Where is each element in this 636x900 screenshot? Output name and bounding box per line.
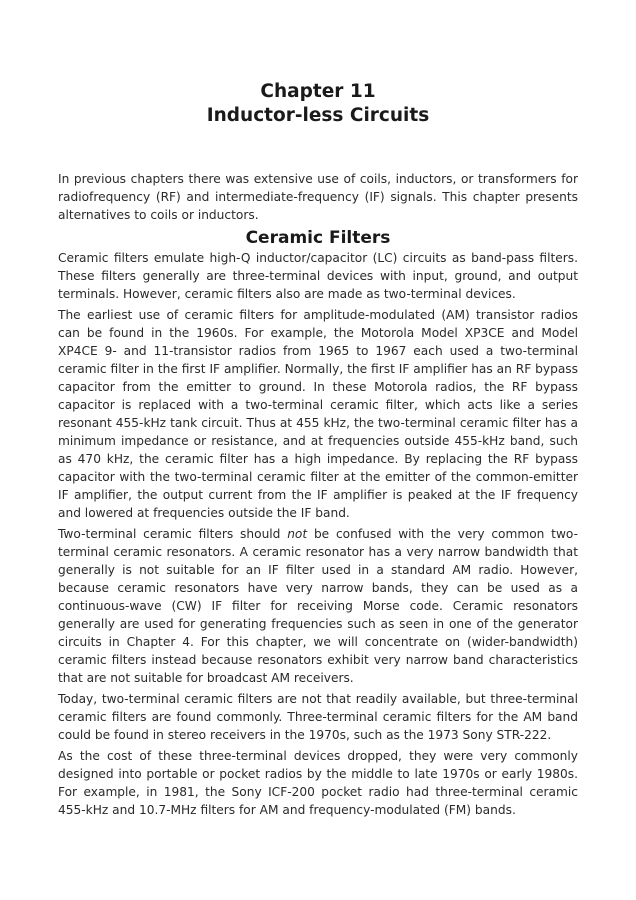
- intro-paragraph: In previous chapters there was extensive use of coils, inductors, or transformers for radiofrequency (RF) and intermediate-frequency (IF) signals. This chapter presents alternatives to coils or inductors.: [58, 172, 578, 222]
- chapter-number: Chapter 11: [260, 81, 376, 102]
- section-title: Ceramic Filters: [245, 228, 391, 248]
- paragraph-motorola-history: The earliest use of ceramic filters for amplitude-modulated (AM) transistor radios can be found in the 1960s. For example, the Motorola Model XP3CE and Model XP4CE 9- and 11-transistor radios from 1965 to 1967 each used a two-terminal ceramic filter in the first IF amplifier. Normally, the first IF amplifier has an RF bypass capacitor from the emitter to ground. In these Motorola radios, the RF bypass capacitor is replaced with a two-terminal ceramic filter, which acts like a series resonant 455-kHz tank circuit. Thus at 455 kHz, the two-terminal ceramic filter has a minimum impedance or resistance, and at frequencies outside 455-kHz band, such as 470 kHz, the ceramic filter has a high impedance. By replacing the RF bypass capacitor with the two-terminal ceramic filter at the emitter of the common-emitter IF amplifier, the output current from the IF amplifier is peaked at the IF frequency and lowered at frequencies outside the IF band.: [58, 308, 578, 520]
- chapter-heading: [58, 80, 578, 128]
- document-page: [58, 80, 578, 822]
- paragraph-pocket-radios: As the cost of these three-terminal devices dropped, they were very commonly designed into portable or pocket radios by the middle to late 1970s or early 1980s. For example, in 1981, the Sony ICF-200 pocket radio had three-terminal ceramic 455-kHz and 10.7-MHz filters for AM and frequency-modulated (FM) bands.: [58, 749, 578, 817]
- paragraph-resonators: [58, 525, 578, 687]
- chapter-title: Inductor-less Circuits: [206, 105, 430, 126]
- emphasis-not: not: [287, 527, 308, 541]
- paragraph-three-terminal: Today, two-terminal ceramic filters are not that readily available, but three-terminal ceramic filters are found commonly. Three-terminal ceramic filters for the AM band could be found in stereo receivers in the 1970s, such as the 1973 Sony STR-222.: [58, 692, 578, 742]
- paragraph-resonators-rest: be confused with the very common two-terminal ceramic resonators. A ceramic resonator has a very narrow bandwidth that generally is not suitable for an IF filter used in a standard AM radio. However, because ceramic resonators have very narrow bands, they can be used as a continuous-wave (CW) IF filter for receiving Morse code. Ceramic resonators generally are used for generating frequencies such as seen in one of the generator circuits in Chapter 4. For this chapter, we will concentrate on (wider-bandwidth) ceramic filters instead because resonators exhibit very narrow band characteristics that are not suitable for broadcast AM receivers.: [58, 527, 579, 685]
- paragraph-ceramic-overview: Ceramic filters emulate high-Q inductor/capacitor (LC) circuits as band-pass filters. These filters generally are three-terminal devices with input, ground, and output terminals. However, ceramic filters also are made as two-terminal devices.: [58, 251, 578, 301]
- paragraph-resonators-start: Two-terminal ceramic filters should: [58, 527, 288, 541]
